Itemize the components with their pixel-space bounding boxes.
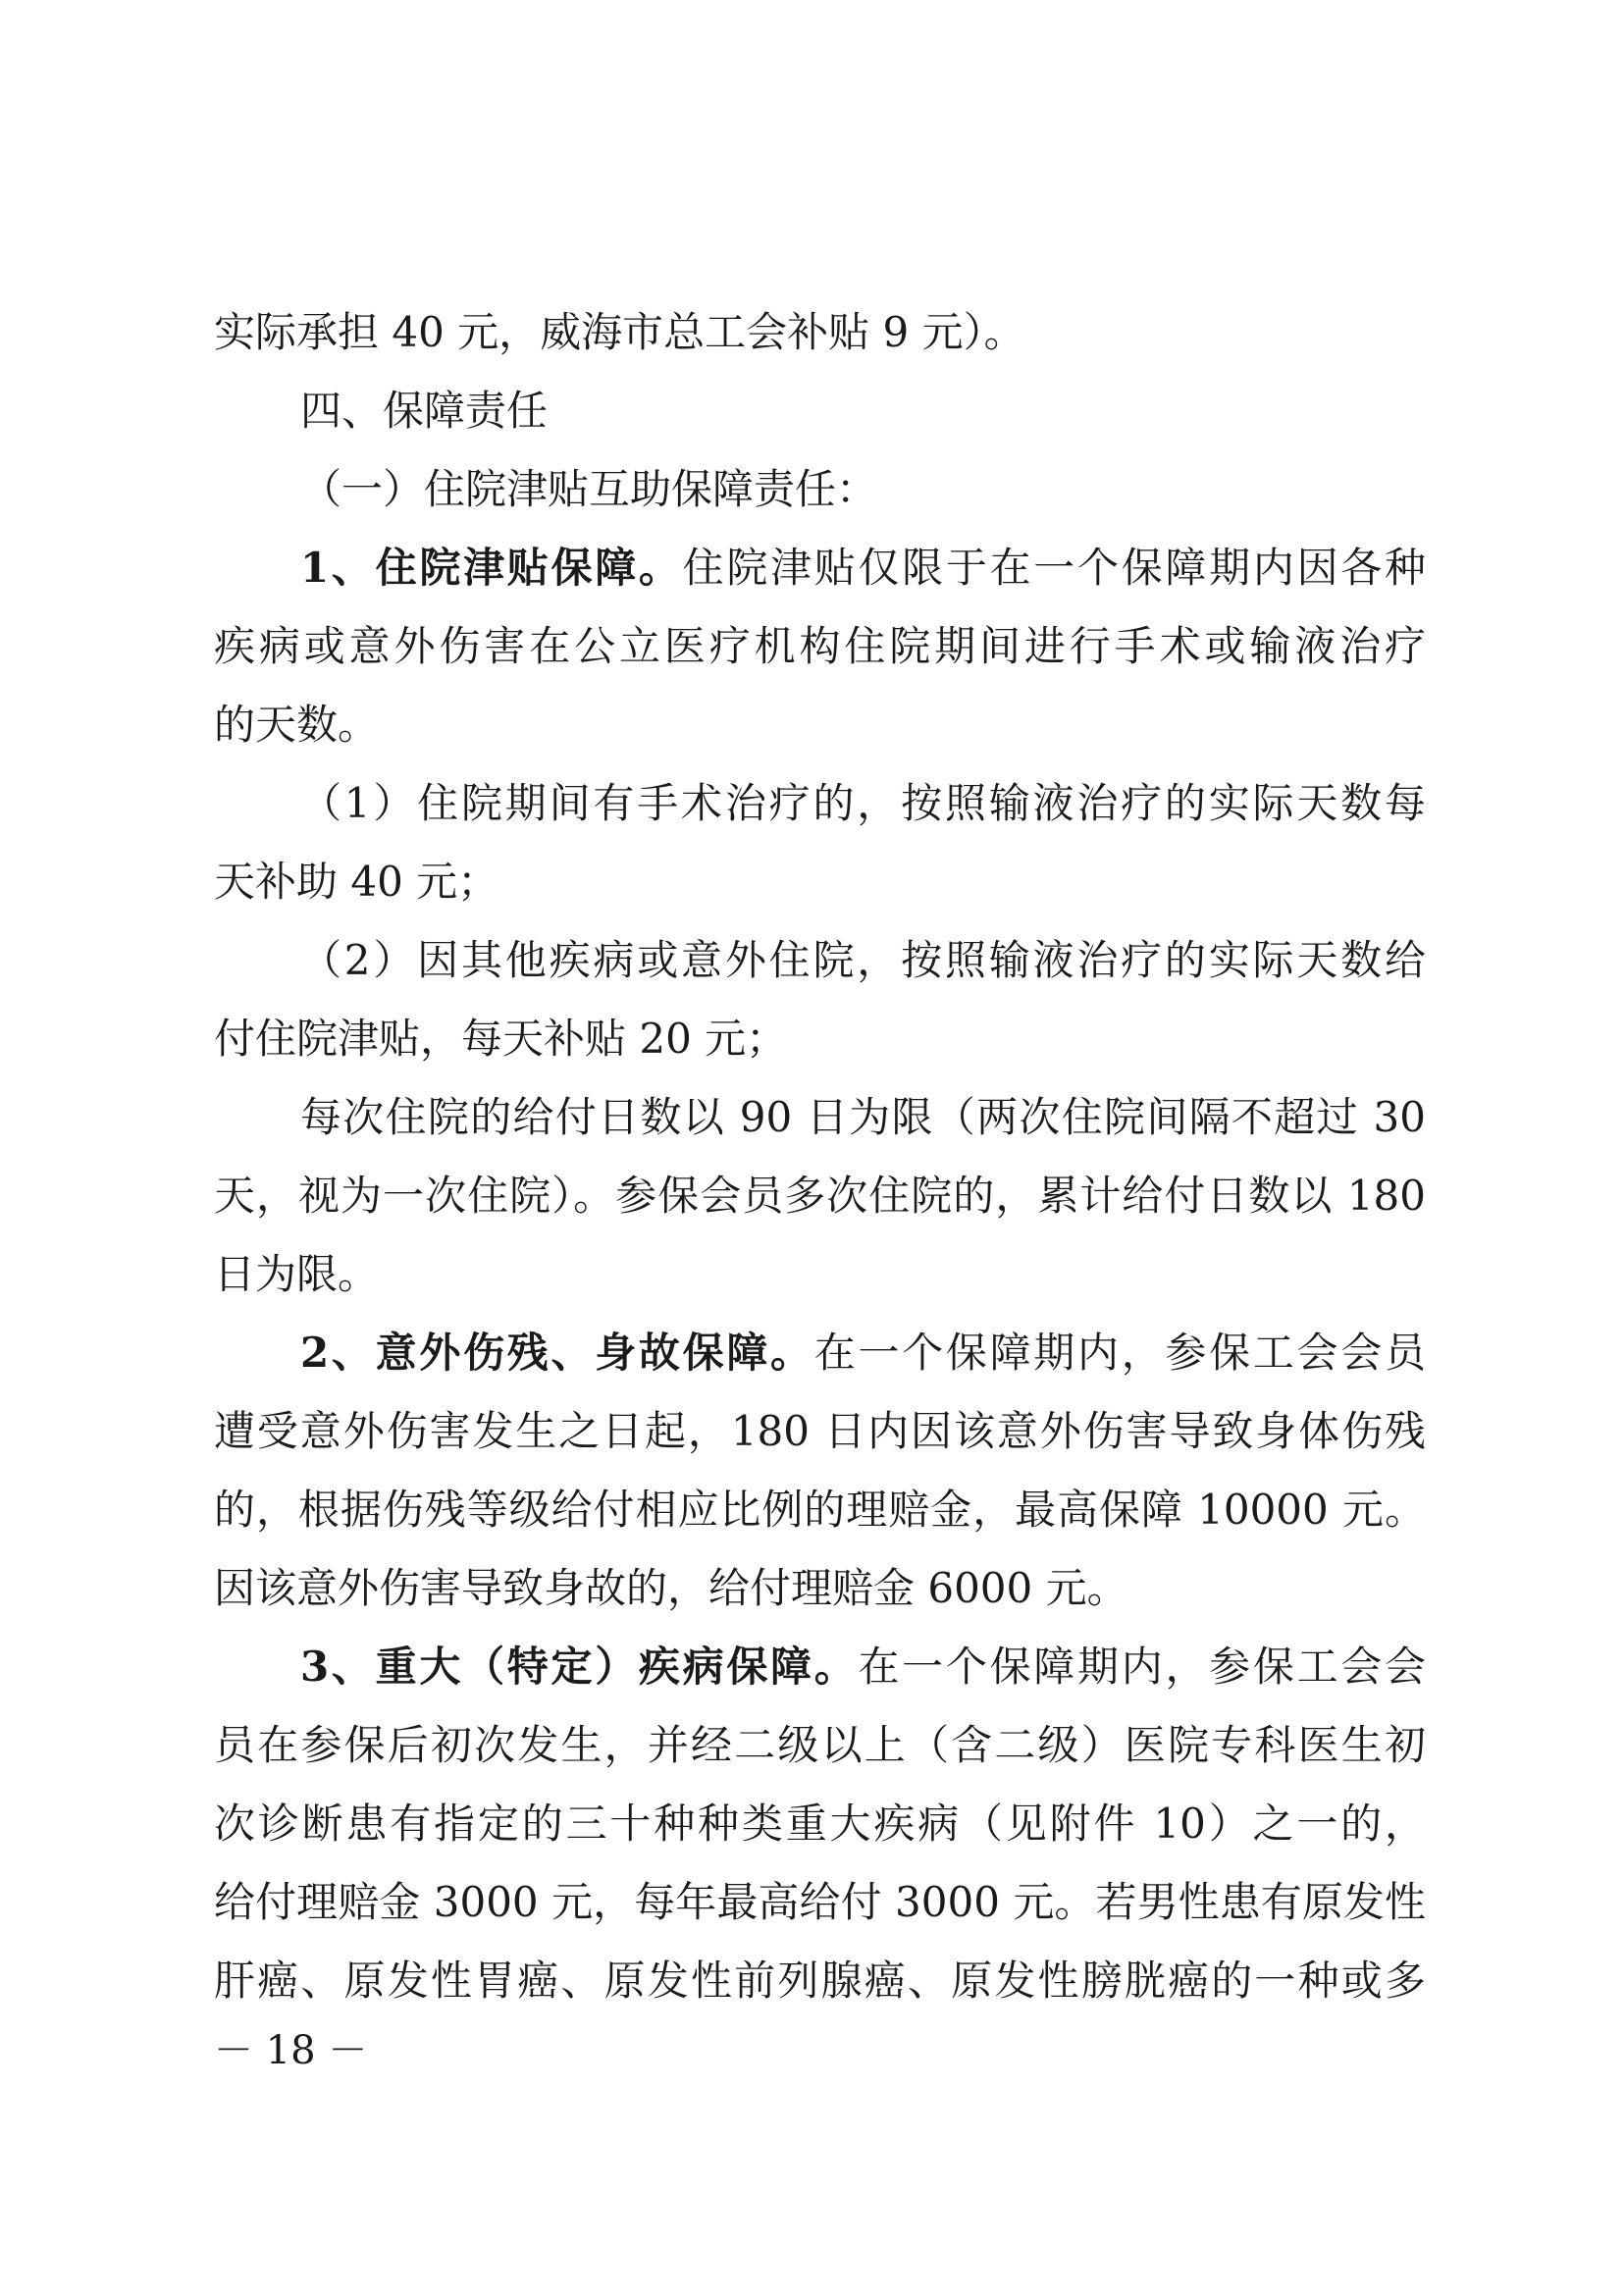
paragraph-line: 付住院津贴，每天补贴 20 元； bbox=[214, 1015, 788, 1063]
paragraph-line bbox=[300, 528, 1426, 608]
paragraph-text: 住院津贴仅限于在一个保障期内因各种 bbox=[682, 544, 1426, 592]
paragraph-line: 给付理赔金 3000 元，每年最高给付 3000 元。若男性患有原发性 bbox=[214, 1878, 1426, 1926]
paragraph-line: 疾病或意外伤害在公立医疗机构住院期间进行手术或输液治疗 bbox=[214, 622, 1426, 670]
text-line: 实际承担 40 元，威海市总工会补贴 9 元）。 bbox=[214, 308, 1025, 356]
paragraph-line: 次诊断患有指定的三十种种类重大疾病（见附件 10）之一的， bbox=[214, 1800, 1426, 1848]
paragraph-line: 天补助 40 元； bbox=[214, 858, 499, 906]
paragraph-line: 的，根据伤残等级给付相应比例的理赔金，最高保障 10000 元。 bbox=[214, 1486, 1426, 1534]
paragraph-line bbox=[300, 1627, 1426, 1707]
item-heading-3: 3、重大（特定）疾病保障。 bbox=[300, 1643, 859, 1691]
paragraph-text: 在一个保障期内，参保工会会员 bbox=[813, 1329, 1426, 1377]
paragraph-line bbox=[300, 1313, 1426, 1393]
subsection-heading: （一）住院津贴互助保障责任： bbox=[300, 465, 878, 513]
paragraph-line: 的天数。 bbox=[214, 701, 380, 749]
item-heading-1: 1、住院津贴保障。 bbox=[300, 544, 683, 592]
paragraph-line: （1）住院期间有手术治疗的，按照输液治疗的实际天数每 bbox=[300, 779, 1426, 827]
paragraph-line: 员在参保后初次发生，并经二级以上（含二级）医院专科医生初 bbox=[214, 1721, 1426, 1769]
paragraph-line: 肝癌、原发性胃癌、原发性前列腺癌、原发性膀胱癌的一种或多 bbox=[214, 1957, 1426, 2005]
paragraph-line: 天，视为一次住院）。参保会员多次住院的，累计给付日数以 180 bbox=[214, 1172, 1426, 1220]
paragraph-line: 因该意外伤害导致身故的，给付理赔金 6000 元。 bbox=[214, 1564, 1128, 1612]
item-heading-2: 2、意外伤残、身故保障。 bbox=[300, 1329, 814, 1377]
paragraph-line: 每次住院的给付日数以 90 日为限（两次住院间隔不超过 30 bbox=[300, 1093, 1426, 1141]
paragraph-line: 日为限。 bbox=[214, 1250, 380, 1298]
page-number: － 18 － bbox=[214, 2028, 368, 2073]
paragraph-text: 在一个保障期内，参保工会会 bbox=[858, 1643, 1426, 1691]
section-heading: 四、保障责任 bbox=[300, 387, 549, 435]
paragraph-line: （2）因其他疾病或意外住院，按照输液治疗的实际天数给 bbox=[300, 936, 1426, 984]
paragraph-line: 遭受意外伤害发生之日起，180 日内因该意外伤害导致身体伤残 bbox=[214, 1407, 1426, 1455]
